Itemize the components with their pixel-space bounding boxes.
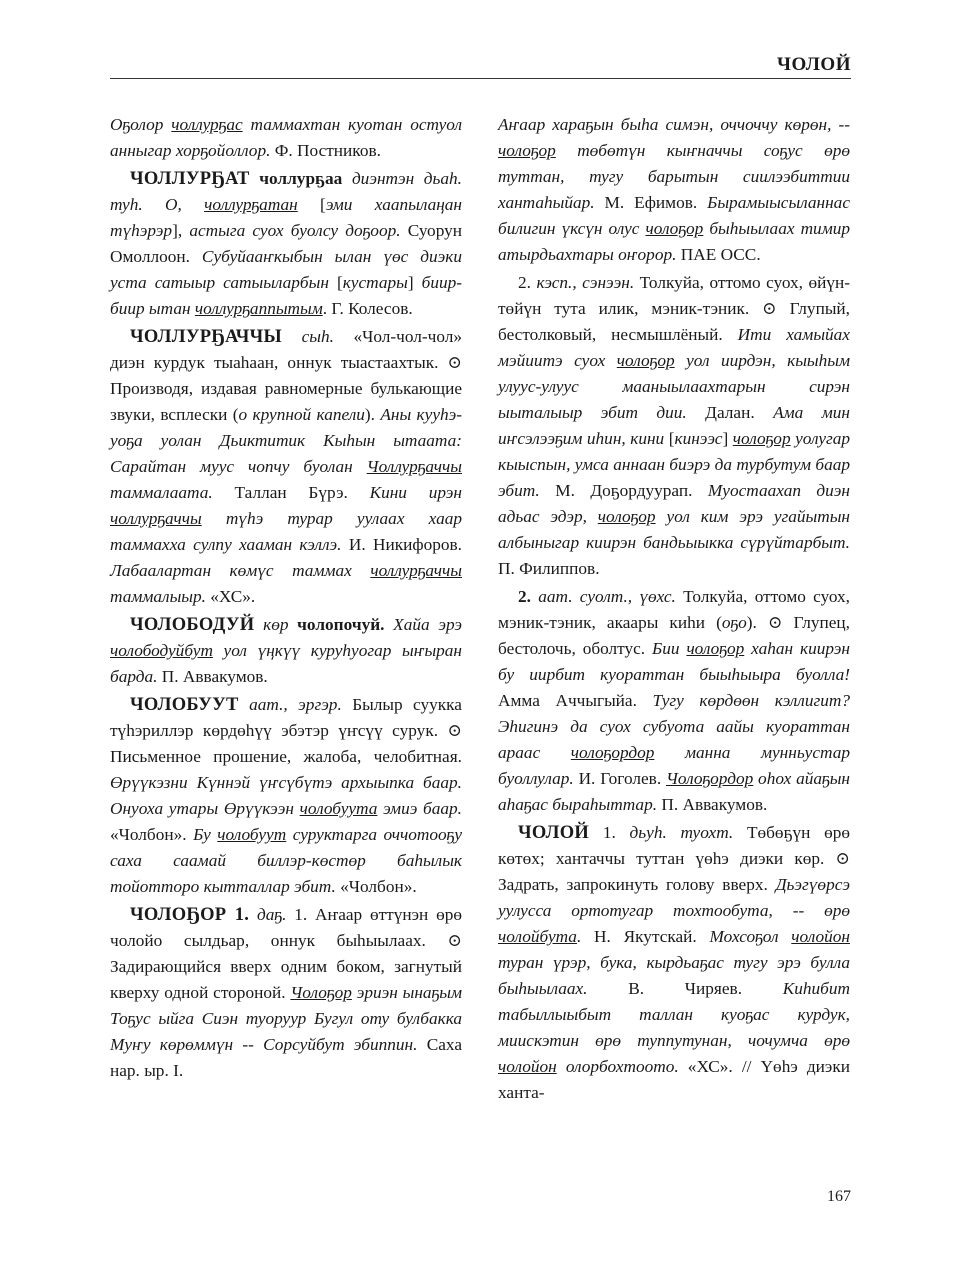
dictionary-entry: ЧОЛОБУУТ аат., эргэр. Былыр суукка түһэриллэр көрдөһүү эбэтэр үҥсүү сурук. ⊙ Письменное прошение, жалоба, челобитная. Өрүүкэзни Күннэй үҥсүбүтэ архыыпка баар. Онуоха утары Өрүүкээн чолобуута эмиэ баар. «Чолбон». Бу чолобуут суруктарга оччотооҕу саха саамай биллэр-көстөр баһылык тойотторо кытталлар эбит. «Чолбон».: [110, 695, 462, 896]
dictionary-entry: ЧОЛОБОДУЙ көр чолопочуй. Хайа эрэ чолободуйбут уол үңкүү куруһуогар ыҥыран барда. П. Аввакумов.: [110, 615, 462, 686]
left-column: [110, 112, 462, 1084]
dictionary-entry: ЧОЛОЙ 1. дьуһ. туохт. Төбөҕүн өрө көтөх; хантаччы туттан үөһэ диэки көр. ⊙ Задрать, запрокинуть голову вверх. Дьэгүөрсэ уулусса ортотугар тохтообута, -- өрө чолойбута. Н. Якутскай. Мохсоҕол чолойон туран үрэр, бука, кырдьаҕас тугу эрэ булла быһыылаах. В. Чиряев. Киһибит табыллыыбыт таллан куоҕас курдук, миискэтин өрө туппутунан, чочумча өрө чолойон олорбохтоото. «ХС». // Үөһэ диэки ханта-: [498, 823, 851, 1102]
dictionary-entry: ЧОЛЛУРҔАЧЧЫ сыһ. «Чол-чол-чол» диэн курдук тыаһаан, оннук тыастаахтык. ⊙ Производя, издавая равномерные булькающие звуки, всплески (о крупной капели). Аны кууһэ-уоҕа уолан Дьиктитик Кыһын ытаата: Сарайтан муус чопчу буолан Чоллурҕаччы таммалаата. Таллан Бүрэ. Кини ирэн чоллурҕаччы түһэ турар уулаах хаар таммахха сулпу хааман кэллэ. И. Никифоров. Лабаалартан көмүс таммах чоллурҕаччы таммалыыр. «ХС».: [110, 327, 462, 606]
dictionary-entry: Оҕолор чоллурҕас таммахтан куотан остуол анныгар хорҕойоллор. Ф. Постников.: [110, 115, 463, 160]
right-column: [498, 112, 850, 1106]
dictionary-entry: ЧОЛЛУРҔАТ чоллурҕаа диэнтэн дьаһ. туһ. О, чоллурҕатан [эми хаапылаңан түһэрэр], астыга суох буолсу доҕоор. Суорун Омоллоон. Субуйааҥкыбын ылан үөс диэки уста сатыыр сатыыларбын [кустары] биир-биир ытан чоллурҕаппытым. Г. Колесов.: [110, 169, 463, 318]
header-headword: ЧОЛОЙ: [777, 54, 851, 75]
dictionary-entry: Аҥаар хараҕын быһа симэн, оччоччу көрөн, -- чолоҕор төбөтүн кыҥначчы соҕус өрө туттан, тугу барытын сиилээбиттии хантаһыйар. М. Ефимов. Бырамыысыланнас билигин үксүн олус чолоҕор быһыылаах тимир атырдьахтары оҥорор. ПАЕ ОСС.: [498, 115, 851, 264]
dictionary-entry: ЧОЛОҔОР 1. даҕ. 1. Аҥаар өттүнэн өрө чолойо сылдьар, оннук быһыылаах. ⊙ Задирающийся вверх одним боком, загнутый кверху одной стороной. Чолоҕор эриэн ынаҕым Тоҕус ыйга Сиэн туоруур Бугул оту булбакка Муҥу көрөммүн -- Сорсуйбут эбиппин. Саха нар. ыр. I.: [110, 905, 462, 1080]
dictionary-entry: 2. кэсп., сэнээн. Толкуйа, оттомо суох, өйүн-төйүн тута илик, мэник-тэник. ⊙ Глупый, бестолковый, несмышлёный. Ити хамыйах мэйиитэ суох чолоҕор уол иирдэн, кыыһым улууc-улууc мааныылаахтарын сирэн ыыталыыр эбит дии. Далан. Ама мин иҥсэлээҕим иһин, кини [кинээс] чолоҕор уолугар кыыспын, умса аннаан биэрэ да турбутум баар эбит. М. Доҕордуурап. Муостаахап диэн адьас эдэр, чолоҕор уол ким эрэ угайытын албыныгар киирэн бандьыыкка сүрүйтарбыт. П. Филиппов.: [498, 273, 851, 578]
running-header: [110, 52, 851, 79]
dictionary-entry: 2. аат. суолт., үөхс. Толкуйа, оттомо суох, мэник-тэник, акаары киһи (оҕо). ⊙ Глупец, бестолочь, оболтус. Бии чолоҕор хаһан киирэн бу иирбит куораттан быыһыыра буолла! Амма Аччыгыйа. Тугу көрдөөн кэллигит? Эһигинэ да суох субуота аайы куораттан араас чолоҕордор манна мунньустар буоллулар. И. Гоголев. Чолоҕордор оһох айаҕын аһаҕас быраһыттар. П. Аввакумов.: [498, 587, 851, 814]
page-number: 167: [827, 1188, 851, 1205]
